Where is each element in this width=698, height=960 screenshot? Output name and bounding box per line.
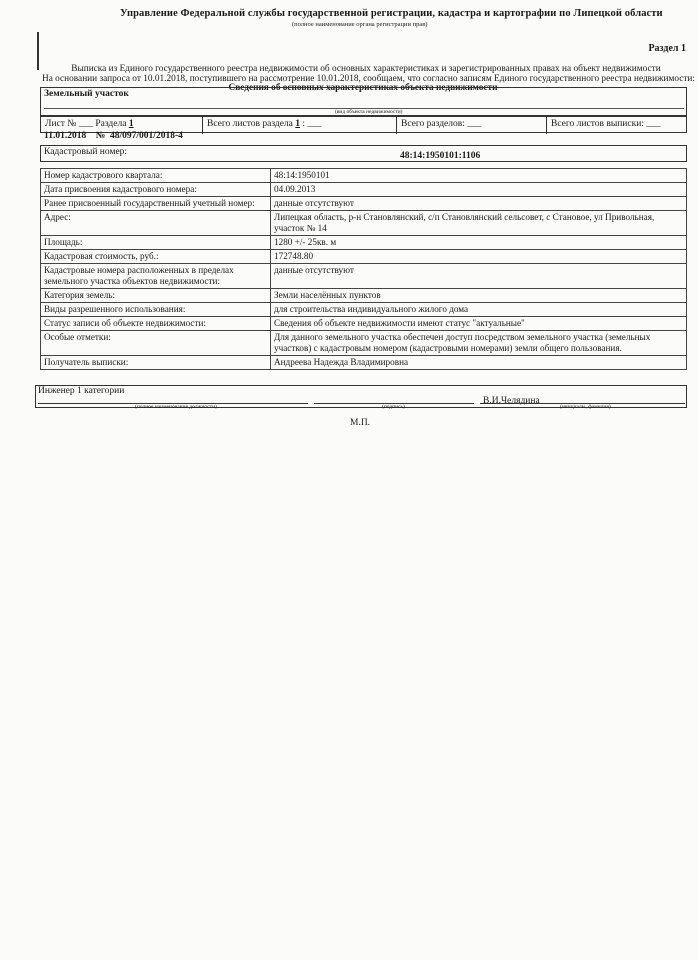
signature-caption: (подпись) (382, 404, 405, 410)
total-sections: ___ (467, 119, 482, 129)
cadastral-number: 48:14:1950101:1106 (400, 151, 481, 161)
total-sheets: ___ (646, 119, 661, 129)
object-kind: Земельный участок (44, 89, 129, 99)
row-value: 172748.80 (271, 250, 687, 264)
total-sheets-section: 1 (295, 119, 301, 129)
sheet-no: ___ (78, 119, 93, 129)
row-label: Ранее присвоенный государственный учетный номер: (41, 197, 271, 211)
row-label: Адрес: (41, 211, 271, 236)
row-label: Кадастровые номера расположенных в пределах земельного участка объектов недвижимости: (41, 264, 271, 289)
total-sheets-cell (547, 117, 688, 134)
document-title: Выписка из Единого государственного реестра недвижимости об основных характеристиках и зарегистрированных правах на объект недвижимости (71, 64, 661, 74)
row-value: 04.09.2013 (271, 183, 687, 197)
row-value: 1280 +/- 25кв. м (271, 236, 687, 250)
row-label: Статус записи об объекте недвижимости: (41, 317, 271, 331)
row-label: Дата присвоения кадастрового номера: (41, 183, 271, 197)
document-subtitle: Сведения об основных характеристиках объекта недвижимости (228, 83, 498, 93)
table-row (41, 169, 687, 183)
signer-position: Инженер 1 категории (38, 386, 125, 396)
row-value: Земли населённых пунктов (271, 289, 687, 303)
table-row (41, 303, 687, 317)
table-row (41, 236, 687, 250)
row-label: Получатель выписки: (41, 356, 271, 370)
record-date: 11.01.2018 (44, 131, 87, 141)
table-row (41, 183, 687, 197)
cadastral-box (40, 145, 687, 162)
row-value: для строительства индивидуального жилого дома (271, 303, 687, 317)
organization-caption: (полное наименование органа регистрации прав) (292, 21, 428, 28)
total-sections-cell (397, 117, 547, 134)
row-label: Категория земель: (41, 289, 271, 303)
table-row (41, 356, 687, 370)
characteristics-table (40, 168, 687, 370)
row-value: Сведения об объекте недвижимости имеют статус "актуальные" (271, 317, 687, 331)
cadastral-label: Кадастровый номер: (44, 147, 128, 157)
row-label: Виды разрешенного использования: (41, 303, 271, 317)
section-no: 1 (128, 119, 134, 129)
signer-name: В.И.Челядина (483, 396, 540, 406)
document-intro: На основании запроса от 10.01.2018, поступившего на рассмотрение 10.01.2018, сообщаем, что согласно записям Единого государственного реестра недвижимости: (42, 74, 695, 84)
total-sheets-section-label: Всего листов раздела (207, 119, 293, 129)
record-number: 48/097/001/2018-4 (110, 131, 183, 141)
total-sheets-label: Всего листов выписки: (551, 119, 644, 129)
row-label: Особые отметки: (41, 331, 271, 356)
table-row (41, 317, 687, 331)
table-row (41, 250, 687, 264)
stamp-place: М.П. (350, 418, 371, 428)
record-number-label: № (95, 131, 106, 141)
table-row (41, 264, 687, 289)
table-row (41, 197, 687, 211)
section-label-small: Раздела (95, 119, 127, 129)
row-value: Для данного земельного участка обеспечен доступ посредством земельного участка (земельных участков) с кадастровым номером (кадастровыми номерами) земли общего пользования. (271, 331, 687, 356)
table-row (41, 211, 687, 236)
row-value: Липецкая область, р-н Становлянский, с/п Становлянский сельсовет, с Становое, ул Привольная, участок № 14 (271, 211, 687, 236)
row-value: Андреева Надежда Владимировна (271, 356, 687, 370)
record-line (44, 131, 183, 141)
section-label: Раздел 1 (648, 43, 686, 54)
row-value: 48:14:1950101 (271, 169, 687, 183)
row-value: данные отсутствуют (271, 264, 687, 289)
table-row (41, 331, 687, 356)
total-sections-label: Всего разделов: (401, 119, 465, 129)
table-row (41, 289, 687, 303)
organization-name: Управление Федеральной службы государственной регистрации, кадастра и картографии по Липецкой области (120, 8, 663, 19)
position-caption: (полное наименование должности) (135, 404, 217, 410)
row-value: данные отсутствуют (271, 197, 687, 211)
sheet-label: Лист № (45, 119, 77, 129)
name-caption: (инициалы, фамилия) (560, 404, 611, 410)
object-kind-caption: (вид объекта недвижимости) (335, 109, 403, 115)
total-sheets-section-cell: Всего листов раздела 1 : ___ (203, 117, 397, 134)
row-label: Площадь: (41, 236, 271, 250)
row-label: Номер кадастрового квартала: (41, 169, 271, 183)
row-label: Кадастровая стоимость, руб.: (41, 250, 271, 264)
